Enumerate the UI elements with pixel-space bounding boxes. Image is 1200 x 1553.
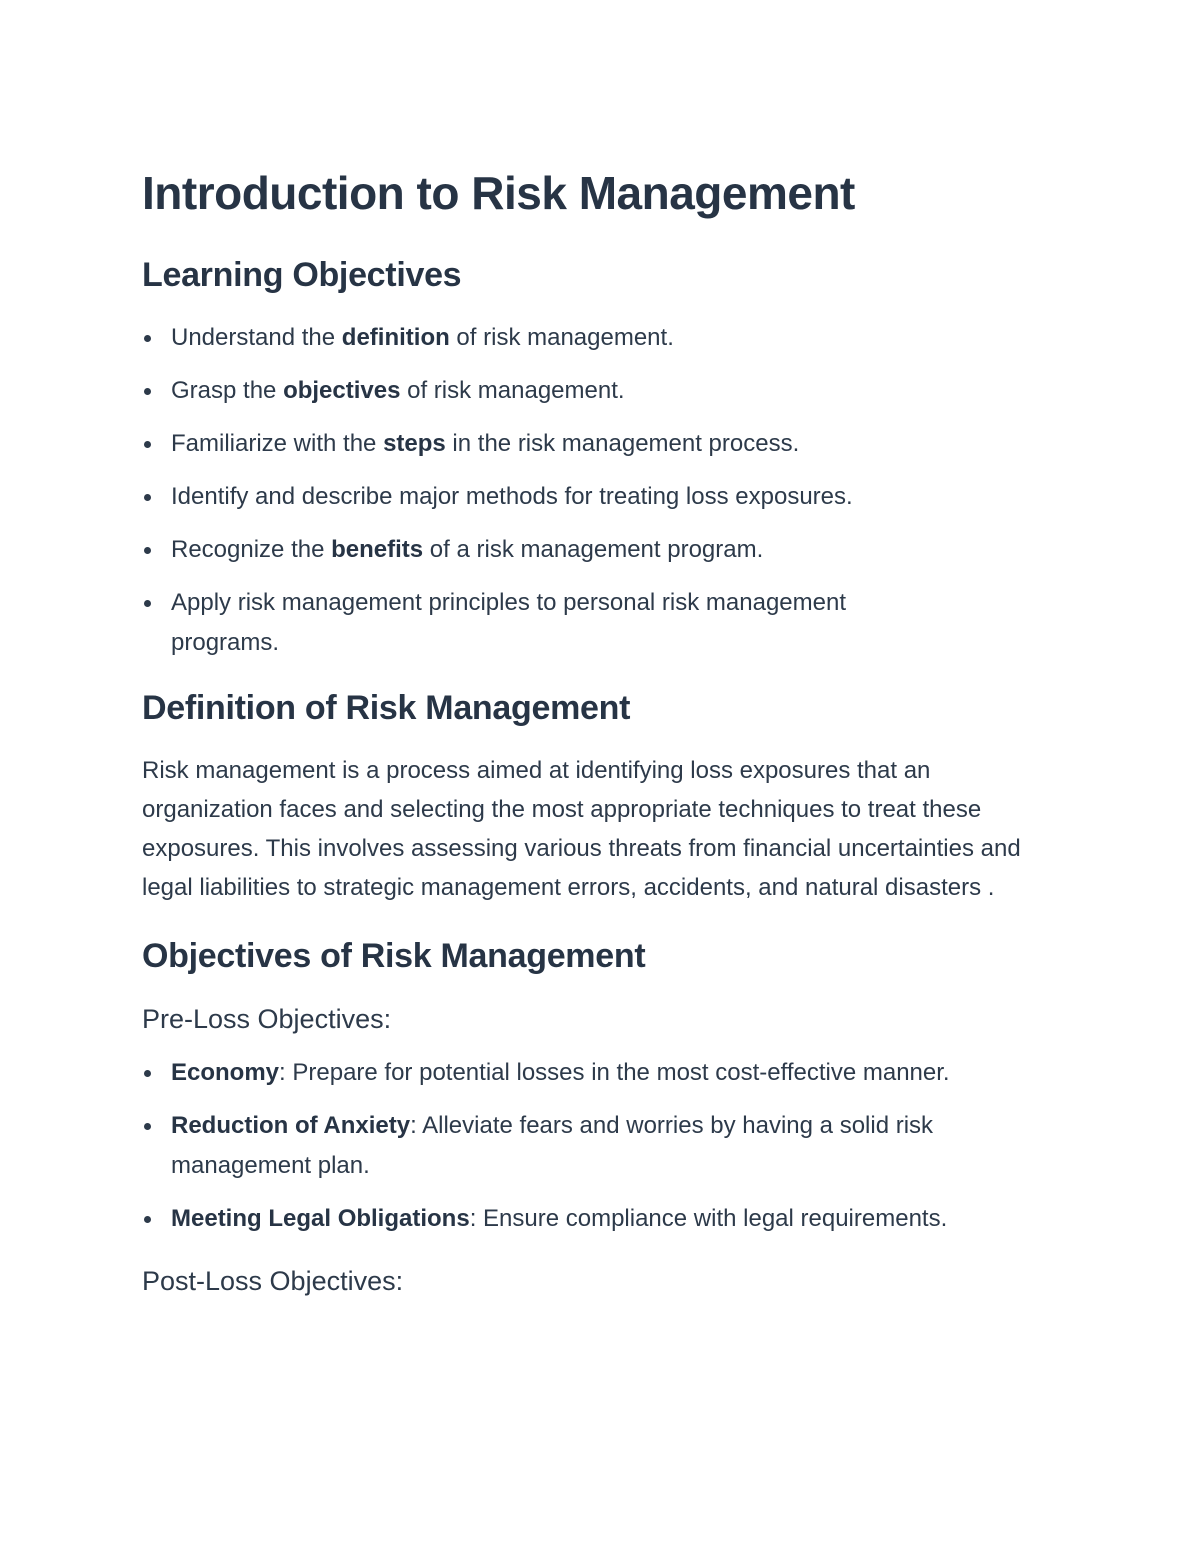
page-title: Introduction to Risk Management bbox=[142, 167, 855, 219]
list-item: Familiarize with the steps in the risk management process. bbox=[142, 424, 1062, 464]
learning-objectives-heading: Learning Objectives bbox=[142, 256, 462, 294]
list-item: Grasp the objectives of risk management. bbox=[142, 371, 1062, 411]
list-item: Recognize the benefits of a risk management program. bbox=[142, 530, 1062, 570]
pre-loss-list bbox=[142, 1053, 1062, 1239]
definition-paragraph: Risk management is a process aimed at identifying loss exposures that an organization faces and selecting the most appropriate techniques to treat these exposures. This involves assessing various threats from financial uncertainties and legal liabilities to strategic management errors, accidents, and natural disasters . bbox=[142, 757, 1021, 901]
objectives-heading: Objectives of Risk Management bbox=[142, 937, 646, 975]
list-item: Identify and describe major methods for treating loss exposures. bbox=[142, 477, 1062, 517]
learning-objectives-list bbox=[142, 318, 1062, 663]
definition-heading: Definition of Risk Management bbox=[142, 689, 631, 727]
document-page bbox=[142, 160, 1062, 1315]
post-loss-heading: Post-Loss Objectives: bbox=[142, 1266, 404, 1296]
list-item: Reduction of Anxiety: Alleviate fears and worries by having a solid risk management plan. bbox=[142, 1106, 1062, 1186]
list-item: Understand the definition of risk management. bbox=[142, 318, 1062, 358]
pre-loss-heading: Pre-Loss Objectives: bbox=[142, 1004, 392, 1034]
list-item: Economy: Prepare for potential losses in the most cost-effective manner. bbox=[142, 1053, 1062, 1093]
list-item: Meeting Legal Obligations: Ensure compliance with legal requirements. bbox=[142, 1199, 1062, 1239]
list-item: Apply risk management principles to personal risk management programs. bbox=[142, 583, 1062, 663]
